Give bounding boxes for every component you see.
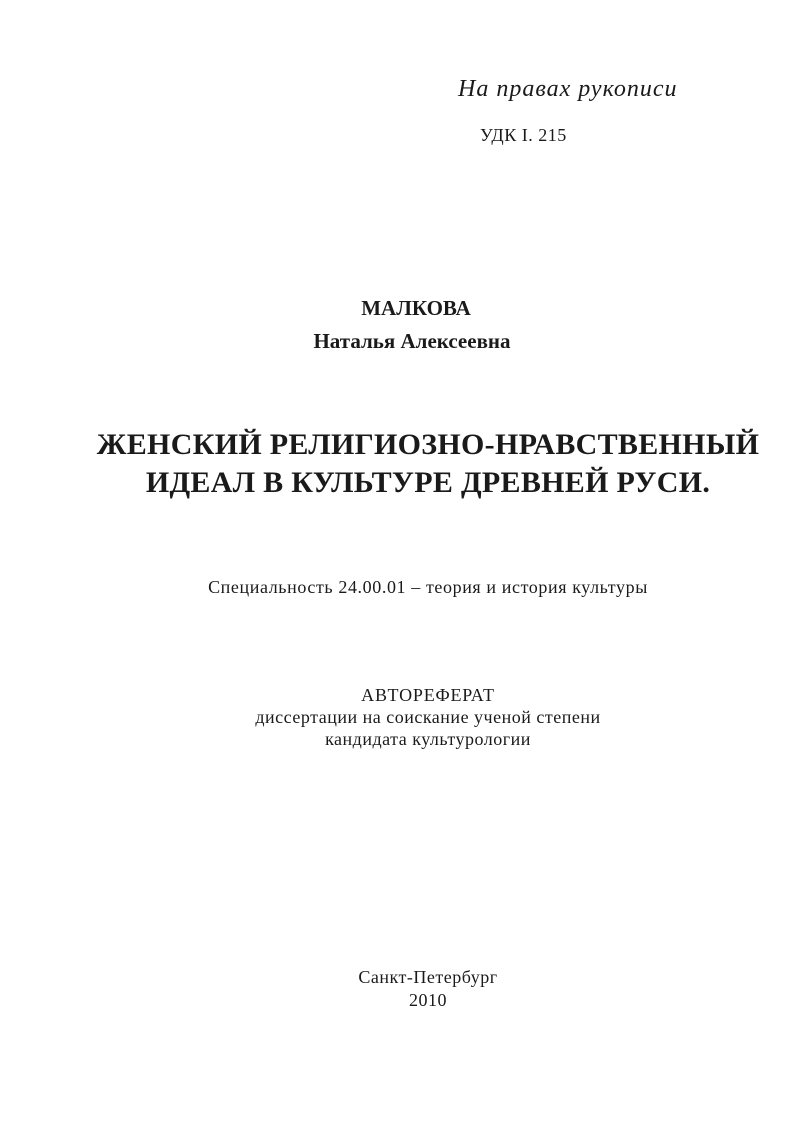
rights-note: На правах рукописи bbox=[458, 76, 678, 102]
footer-year: 2010 bbox=[409, 990, 447, 1010]
udk-code: УДК I. 215 bbox=[480, 125, 567, 145]
author-given-names: Наталья Алексеевна bbox=[313, 329, 511, 353]
author-surname: МАЛКОВА bbox=[361, 296, 471, 320]
title-line-2: ИДЕАЛ В КУЛЬТУРЕ ДРЕВНЕЙ РУСИ. bbox=[145, 466, 711, 499]
specialty-line: Специальность 24.00.01 – теория и история культуры bbox=[208, 577, 648, 597]
title-line-1: ЖЕНСКИЙ РЕЛИГИОЗНО-НРАВСТВЕННЫЙ bbox=[96, 428, 760, 461]
document-type-label: АВТОРЕФЕРАТ bbox=[361, 685, 495, 705]
footer-city: Санкт-Петербург bbox=[358, 967, 498, 987]
document-type-line-2: диссертации на соискание ученой степени bbox=[255, 707, 601, 727]
document-type-line-3: кандидата культурологии bbox=[325, 729, 531, 749]
